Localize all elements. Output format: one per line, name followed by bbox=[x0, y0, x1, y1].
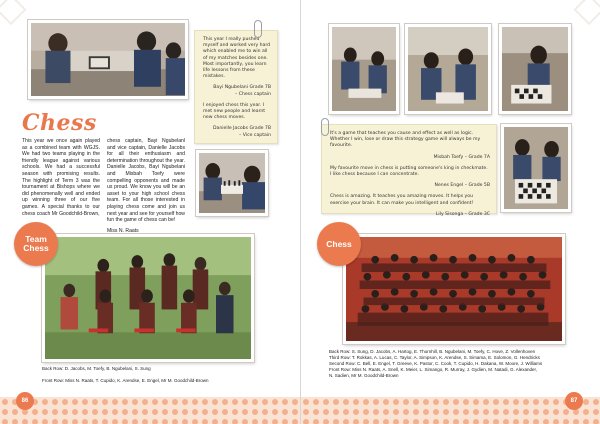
badge-label: Team Chess bbox=[23, 234, 49, 253]
note-signature: Lily Sisonga – Grade 3C bbox=[435, 211, 490, 217]
body-paragraph: This year we once again played as a combined team with WGJS. We had two teams playing in the friendly league against various schools. We had a successful season with promising results. The highlight of Term 3 was the tournament at Bishops where we did phenomenally well and ended up winning three of our five games. A special thanks to our chess coach Mr Goodchild-Brown, bbox=[22, 138, 100, 217]
caption-back-row: Back Row: D. Jacobs, M. Toefy, B. Ngubelani, S. Sung bbox=[42, 366, 151, 371]
chess-classroom-photo-3 bbox=[499, 24, 571, 114]
caption-line: Third Row: T. Rokkas, A. Lucas, C. Taylor, A. Simpson, K. Arendse, S. Simama, E. Solomon, G. Hendricks bbox=[329, 355, 540, 360]
caption-front-row: Front Row: Miss N. Raats, T. Cupido, K. Arendse, E. Engel, Mr M. Goodchild-Brown bbox=[42, 378, 209, 383]
caption-line: Front Row: Miss N. Raats, A. Snell, K. Meier, L. Simango, R. Murray, J. Gydien, M. Natadi, G. Alexander, bbox=[329, 367, 537, 372]
note-quote: Chess is amazing. It teaches you amazing moves. It helps you exercise your brain. It can make you intelligent and confident! bbox=[330, 194, 474, 206]
quote-role: – Chess captain bbox=[234, 91, 271, 97]
signoff-name: Miss N. Raats bbox=[107, 227, 139, 234]
quote-text: This year I really pushed myself and worked very hard which enabled me to win all of my matches besides one. Most importantly, you learn life lessons from these mistakes. bbox=[203, 37, 271, 80]
page-heading: Chess bbox=[22, 110, 97, 136]
note-quote: It's a game that teaches you cause and effect as well as logic. Whether I win, lose or draw this strategy game will always be my favourite. bbox=[330, 131, 481, 149]
note-signature: Misbah Toefy – Grade 7A bbox=[433, 154, 490, 160]
footer-pattern bbox=[301, 397, 600, 424]
paperclip-icon bbox=[254, 20, 262, 38]
team-chess-badge bbox=[14, 222, 58, 266]
team-photo-caption bbox=[42, 366, 262, 384]
note-quote: My favourite move in chess is putting someone's king in checkmate. I like chess because I can concentrate. bbox=[330, 165, 488, 178]
body-text-column-1 bbox=[22, 138, 100, 221]
chess-club-group-photo bbox=[343, 234, 565, 344]
team-chess-group-photo bbox=[42, 234, 254, 362]
group-photo-caption bbox=[329, 349, 591, 379]
caption-line: N. Sadien, Mr M. Goodchild-Brown bbox=[329, 373, 399, 378]
captain-quotes-note bbox=[194, 30, 278, 144]
body-paragraph: chess captain, Bayi Ngubelanl and vice captain, Danielle Jacobs for all their enthusiasm and determination throughout the year. Danielle Jacobs, Bayi Ngubelani and Misbah Toefy were compelling opponents and made us proud. We know you will be an asset to your high school chess team. For all those interested in playing chess come and join us next year and see for yourself how fun the game of chess can be! bbox=[107, 138, 185, 224]
chess-classroom-photo-2 bbox=[405, 24, 491, 114]
caption-line: Second Row: C. Bell, E. Engel, T. Greeve, K. Pastor, C. Cook, T. Cupido, H. Dakana, W. Moore, J. Williams bbox=[329, 361, 543, 366]
quote-signature: Bayi Ngubelani Grade 7B bbox=[213, 85, 271, 91]
page-number: 86 bbox=[16, 392, 34, 410]
chess-players-photo bbox=[28, 20, 188, 99]
quote-text: I enjoyed chess this year. I met new people and learnt new chess moves. bbox=[203, 102, 266, 121]
paperclip-icon bbox=[321, 118, 329, 136]
student-quotes-note bbox=[321, 124, 497, 217]
corner-decoration-icon bbox=[572, 0, 600, 28]
chess-badge bbox=[317, 222, 361, 266]
note-signature: Nenes Engel – Grade 5B bbox=[434, 183, 490, 189]
body-text-column-2 bbox=[107, 138, 185, 241]
corner-decoration-icon bbox=[0, 0, 28, 28]
footer-pattern bbox=[0, 397, 300, 424]
quote-role: – Vice captain bbox=[239, 132, 271, 138]
chess-game-small-photo bbox=[196, 150, 268, 216]
chess-board-photo bbox=[501, 124, 571, 212]
caption-line: Back Row: S. Sung, D. Jacobs, A. Hartog, E. Thornhill, B. Ngubelani, M. Toefy, C. Hove, Z. Vollenhoven bbox=[329, 349, 536, 354]
quote-signature: Danielle Jacobs Grade 7B bbox=[212, 126, 271, 132]
right-page bbox=[300, 0, 600, 424]
badge-label: Chess bbox=[326, 238, 352, 249]
page-number: 87 bbox=[565, 392, 583, 410]
chess-classroom-photo-1 bbox=[329, 24, 399, 114]
